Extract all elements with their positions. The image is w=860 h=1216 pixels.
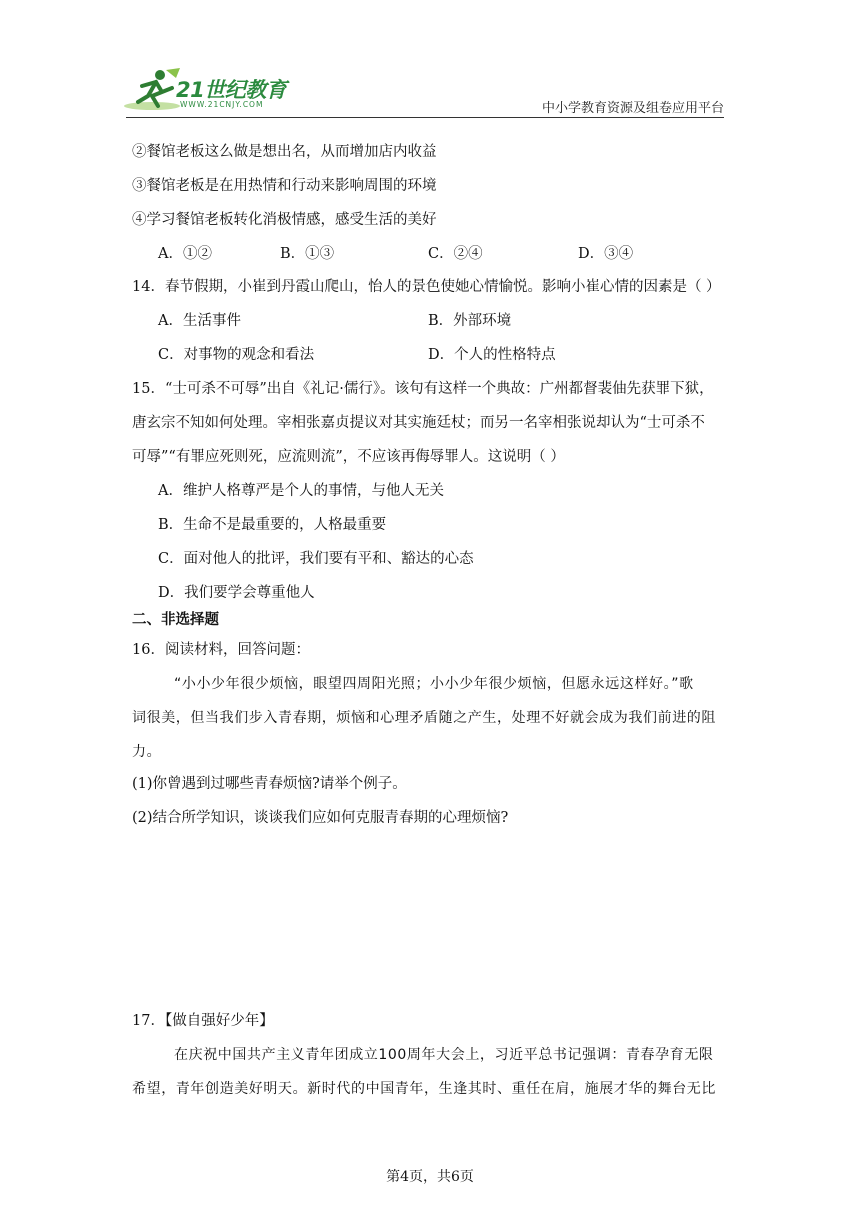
logo-text: 21世纪教育 [176, 78, 287, 102]
q17-stem: 17．【做自强好少年】 [132, 1013, 274, 1029]
platform-name: 中小学教育资源及组卷应用平台 [541, 101, 724, 116]
q17-material-line-2: 希望，青年创造美好明天。新时代的中国青年，生逢其时、重任在肩，施展才华的舞台无比 [132, 1081, 716, 1097]
q15-option-c: C．面对他人的批评，我们要有平和、豁达的心态 [158, 551, 474, 567]
q13-option-c: C．②④ [428, 246, 483, 262]
section-title: 二、非选择题 [132, 611, 219, 628]
q13-option-d: D．③④ [578, 246, 634, 262]
q14-option-d: D．个人的性格特点 [428, 347, 556, 363]
q16-material-line-3: 力。 [132, 744, 162, 760]
logo-url: WWW.21CNJY.COM [180, 100, 264, 109]
q15-option-b: B．生命不是最重要的，人格最重要 [158, 517, 387, 533]
q15-option-d: D．我们要学会尊重他人 [158, 585, 315, 601]
q16-subquestion-1: (1)你曾遇到过哪些青春烦恼?请举个例子。 [132, 776, 407, 792]
page-number: 第4页，共6页 [386, 1169, 474, 1185]
q15-stem-line-3: 可辱”“有罪应死则死，应流则流”，不应该再侮辱罪人。这说明（ ） [132, 449, 565, 465]
q16-material-line-2: 词很美，但当我们步入青春期，烦恼和心理矛盾随之产生，处理不好就会成为我们前进的阻 [132, 710, 716, 726]
q17-material-line-1: 在庆祝中国共产主义青年团成立100周年大会上，习近平总书记强调：青春孕育无限 [174, 1047, 714, 1063]
q15-stem-line-2: 唐玄宗不知如何处理。宰相张嘉贞提议对其实施廷杖；而另一名宰相张说却认为“士可杀不 [132, 415, 705, 431]
q14-option-c: C．对事物的观念和看法 [158, 347, 315, 363]
site-logo [122, 66, 292, 116]
q15-stem-line-1: 15．“士可杀不可辱”出自《礼记·儒行》。该句有这样一个典故：广州都督裴伷先获罪下狱， [132, 381, 714, 397]
q13-option-b: B．①③ [280, 246, 335, 262]
q16-material-line-1: “小小少年很少烦恼，眼望四周阳光照；小小少年很少烦恼，但愿永远这样好。”歌 [174, 676, 694, 692]
q13-option-a: A．①② [158, 246, 212, 262]
runner-logo-icon [122, 66, 184, 114]
q15-option-a: A．维护人格尊严是个人的事情，与他人无关 [158, 483, 444, 499]
q14-option-a: A．生活事件 [158, 313, 241, 329]
q16-subquestion-2: (2)结合所学知识，谈谈我们应如何克服青春期的心理烦恼? [132, 810, 509, 826]
q13-item-4: ④学习餐馆老板转化消极情感，感受生活的美好 [132, 212, 437, 228]
q16-stem: 16．阅读材料，回答问题： [132, 642, 310, 658]
header-divider [126, 117, 724, 118]
q13-item-2: ②餐馆老板这么做是想出名，从而增加店内收益 [132, 144, 437, 160]
q14-stem: 14．春节假期，小崔到丹霞山爬山，怡人的景色使她心情愉悦。影响小崔心情的因素是（ ） [132, 279, 721, 295]
q14-option-b: B．外部环境 [428, 313, 512, 329]
q13-item-3: ③餐馆老板是在用热情和行动来影响周围的环境 [132, 178, 437, 194]
